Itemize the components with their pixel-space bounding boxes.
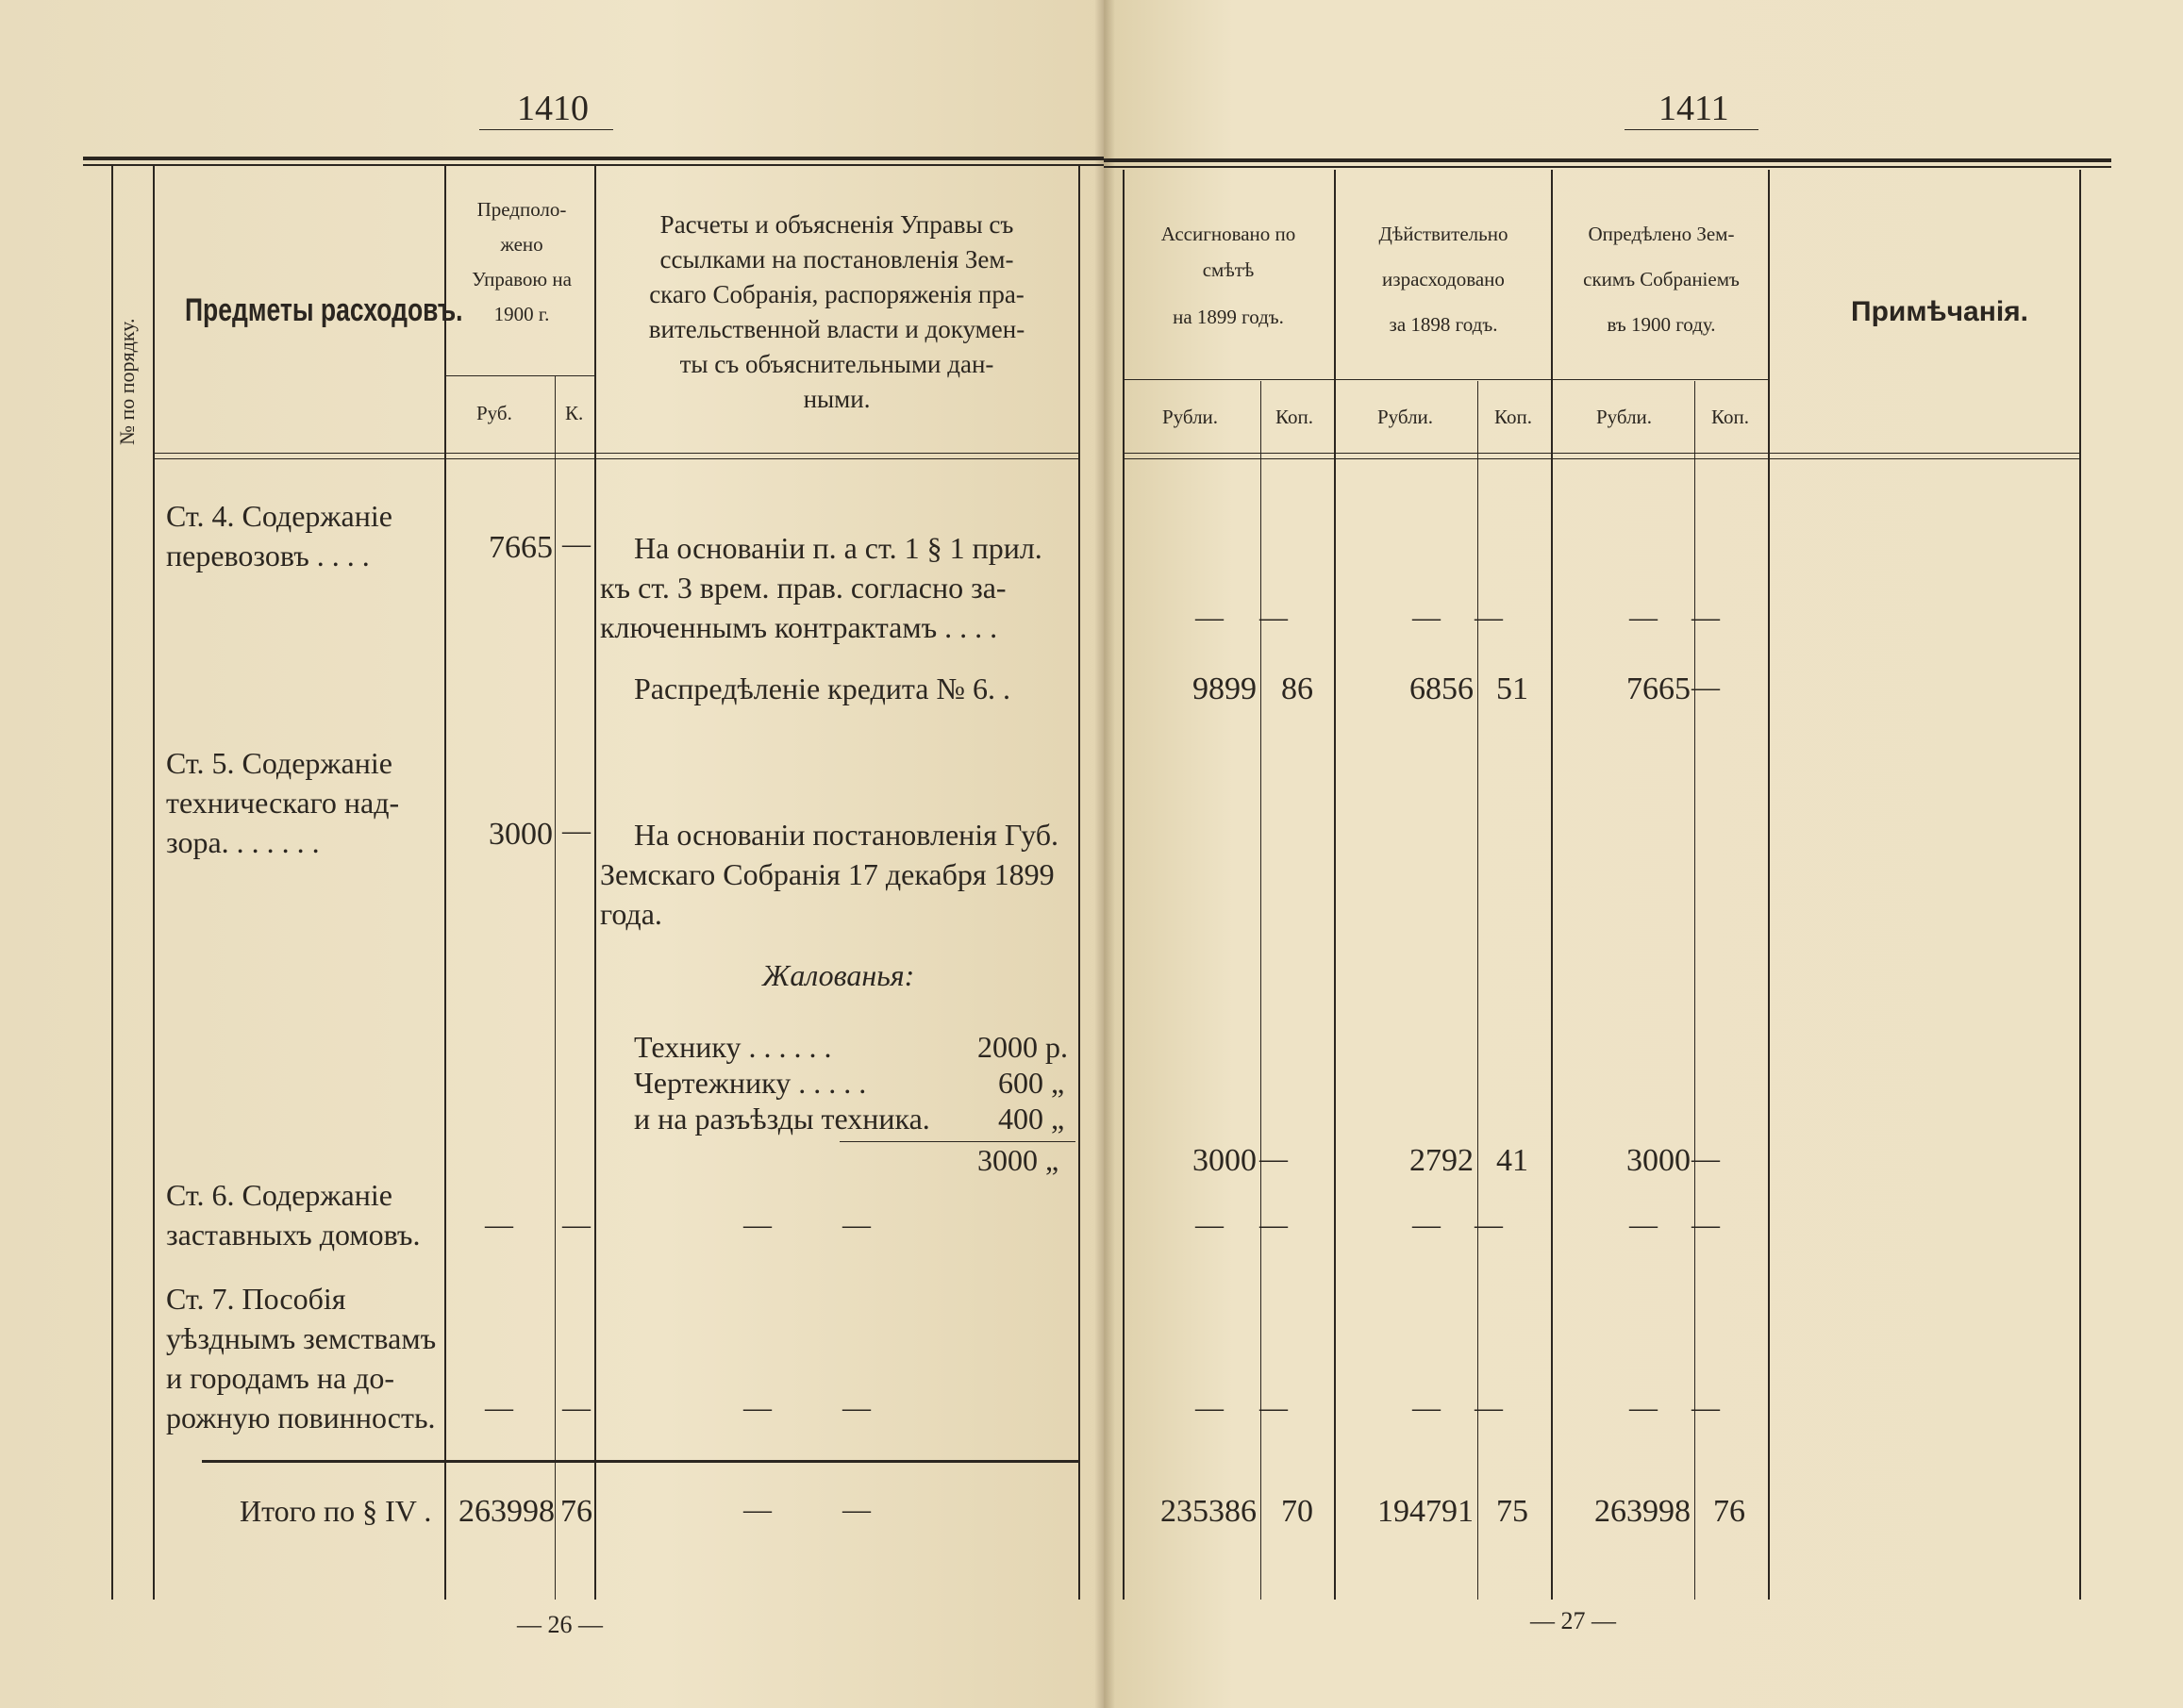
- col-line: [444, 166, 446, 1600]
- st5-proposed-rub: 3000: [489, 817, 553, 852]
- salary-item-amount: 2000 р.: [977, 1030, 1068, 1064]
- st6-proposed-rub: —: [485, 1209, 513, 1240]
- page-number-right: 1411: [1658, 89, 1729, 128]
- page-number-underline: [1625, 129, 1758, 130]
- value-st6-d_k: —: [1691, 1209, 1720, 1240]
- value-st4-a_r: —: [1195, 602, 1224, 633]
- value-st6-d_r: —: [1629, 1209, 1658, 1240]
- st4-explanation: На основаніи п. а ст. 1 § 1 прил. къ ст. 3 врем. прав. согласно за- ключеннымъ контрактамъ . . . .: [600, 531, 1042, 644]
- value-st6-s_k: —: [1475, 1209, 1503, 1240]
- value-st7-d_k: —: [1691, 1392, 1720, 1423]
- salary-item-amount: 600 „: [998, 1066, 1065, 1100]
- rub-header: Руб.: [476, 402, 512, 424]
- item-st6: Ст. 6. Содержаніе заставныхъ домовъ.: [166, 1178, 421, 1252]
- salary-total: 3000 „: [977, 1143, 1059, 1177]
- distribution-note: Распредѣленіе кредита № 6. .: [634, 672, 1010, 705]
- value-st5-s_k: 41: [1496, 1143, 1528, 1178]
- col-line: [1334, 170, 1336, 1600]
- col-line: [111, 166, 113, 1600]
- value-total-d_k: 76: [1713, 1494, 1745, 1529]
- st4-proposed-kop: —: [562, 528, 591, 559]
- kop-header: Коп.: [1711, 406, 1749, 428]
- st5-proposed-kop: —: [562, 815, 591, 846]
- st5-explanation: На основаніи постановленія Губ. Земскаго Собранія 17 декабря 1899 года.: [600, 818, 1059, 931]
- value-total-s_r: 194791: [1377, 1494, 1474, 1529]
- footer-right: — 27 —: [1530, 1607, 1616, 1634]
- value-st7-d_r: —: [1629, 1392, 1658, 1423]
- st7-proposed-rub: —: [485, 1392, 513, 1423]
- total-proposed-kop: 76: [560, 1494, 592, 1529]
- value-total-a_r: 235386: [1160, 1494, 1257, 1529]
- value-distribution-d_k: —: [1691, 672, 1720, 703]
- col-line: [1078, 166, 1080, 1600]
- rubli-header: Рубли.: [1377, 406, 1434, 428]
- rubli-header: Рубли.: [1162, 406, 1219, 428]
- value-st7-a_r: —: [1195, 1392, 1224, 1423]
- value-st6-a_r: —: [1195, 1209, 1224, 1240]
- col-line: [1768, 170, 1770, 1600]
- col-line: [1123, 170, 1125, 1600]
- footer-left: — 26 —: [517, 1611, 603, 1638]
- value-total-a_k: 70: [1281, 1494, 1313, 1529]
- proposed-header: Предполо- жено Управою на 1900 г.: [472, 198, 572, 325]
- value-st6-a_k: —: [1259, 1209, 1288, 1240]
- total-explanation: — —: [743, 1494, 871, 1525]
- top-rule-thick: [1104, 158, 2111, 162]
- value-st7-s_r: —: [1412, 1392, 1441, 1423]
- kop-header: Коп.: [1275, 406, 1313, 428]
- value-st5-s_r: 2792: [1409, 1143, 1474, 1178]
- st7-proposed-kop: —: [562, 1392, 591, 1423]
- header-bottom-rule: [153, 453, 1078, 454]
- value-st4-s_r: —: [1412, 602, 1441, 633]
- total-proposed-rub: 263998: [458, 1494, 555, 1529]
- page-number-left: 1410: [517, 89, 589, 128]
- explanations-header: Расчеты и объясненія Управы съ ссылками на постановленія Зем- скаго Собранія, распоряженія пра- вительственной власти и докумен- ты съ объяснительными дан- ными.: [648, 210, 1025, 413]
- st4-proposed-rub: 7665: [489, 530, 553, 565]
- book-gutter: [1094, 0, 1115, 1708]
- value-st5-a_r: 3000: [1192, 1143, 1257, 1178]
- salary-item-label: и на разъѣзды техника.: [634, 1102, 930, 1136]
- salaries-title: Жалованья:: [762, 958, 915, 992]
- value-st6-s_r: —: [1412, 1209, 1441, 1240]
- st6-explanation: — —: [743, 1209, 871, 1240]
- kop-header: Коп.: [1494, 406, 1532, 428]
- value-distribution-s_r: 6856: [1409, 672, 1474, 706]
- value-st4-d_r: —: [1629, 602, 1658, 633]
- item-st7: Ст. 7. Пособія уѣзднымъ земствамъ и городамъ на до- рожную повинность.: [166, 1282, 437, 1434]
- value-total-s_k: 75: [1496, 1494, 1528, 1529]
- value-distribution-a_r: 9899: [1192, 672, 1257, 706]
- rubli-header: Рубли.: [1596, 406, 1653, 428]
- top-rule-thick: [83, 157, 1104, 160]
- top-rule-thin: [83, 164, 1104, 166]
- col-line: [594, 166, 596, 1600]
- st7-explanation: — —: [743, 1392, 871, 1423]
- assigned-header: Ассигновано по смѣтѣ на 1899 годъ.: [1160, 223, 1296, 328]
- value-total-d_r: 263998: [1594, 1494, 1691, 1529]
- notes-header: Примѣчанія.: [1851, 296, 2028, 327]
- kop-header: К.: [565, 402, 584, 424]
- items-header: Предметы расходовъ.: [185, 292, 463, 328]
- value-st5-d_k: —: [1691, 1143, 1720, 1174]
- salary-item-label: Технику . . . . . .: [634, 1030, 832, 1064]
- value-st4-d_k: —: [1691, 602, 1720, 633]
- salary-item-label: Чертежнику . . . . .: [634, 1066, 867, 1100]
- value-distribution-a_k: 86: [1281, 672, 1313, 706]
- col-line: [555, 375, 556, 1600]
- st6-proposed-kop: —: [562, 1209, 591, 1240]
- order-number-header: № по порядку.: [115, 318, 139, 445]
- value-st4-a_k: —: [1259, 602, 1288, 633]
- col-line: [2079, 170, 2081, 1600]
- total-label: Итого по § IV .: [240, 1494, 432, 1528]
- value-st5-a_k: —: [1259, 1143, 1288, 1174]
- col-line: [153, 166, 155, 1600]
- subheader-rule: [444, 375, 594, 376]
- item-st5: Ст. 5. Содержаніе техническаго над- зора. . . . . . .: [166, 746, 400, 859]
- value-st4-s_k: —: [1475, 602, 1503, 633]
- determined-header: Опредѣлено Зем- скимъ Собраніемъ въ 1900 году.: [1583, 223, 1740, 336]
- total-rule: [202, 1460, 1078, 1463]
- subheader-rule: [1123, 379, 1768, 380]
- top-rule-thin: [1104, 166, 2111, 168]
- spent-header: Дѣйствительно израсходовано за 1898 годъ.: [1378, 223, 1508, 336]
- salary-sum-rule: [840, 1141, 1075, 1142]
- value-distribution-d_r: 7665: [1626, 672, 1691, 706]
- header-bottom-rule: [1123, 453, 2079, 454]
- value-st7-a_k: —: [1259, 1392, 1288, 1423]
- header-bottom-rule: [153, 458, 1078, 459]
- col-line: [1551, 170, 1553, 1600]
- header-bottom-rule: [1123, 458, 2079, 459]
- item-st4: Ст. 4. Содержаніе перевозовъ . . . .: [166, 499, 392, 572]
- value-st7-s_k: —: [1475, 1392, 1503, 1423]
- salary-item-amount: 400 „: [998, 1102, 1065, 1136]
- page-number-underline: [479, 129, 613, 130]
- value-distribution-s_k: 51: [1496, 672, 1528, 706]
- value-st5-d_r: 3000: [1626, 1143, 1691, 1178]
